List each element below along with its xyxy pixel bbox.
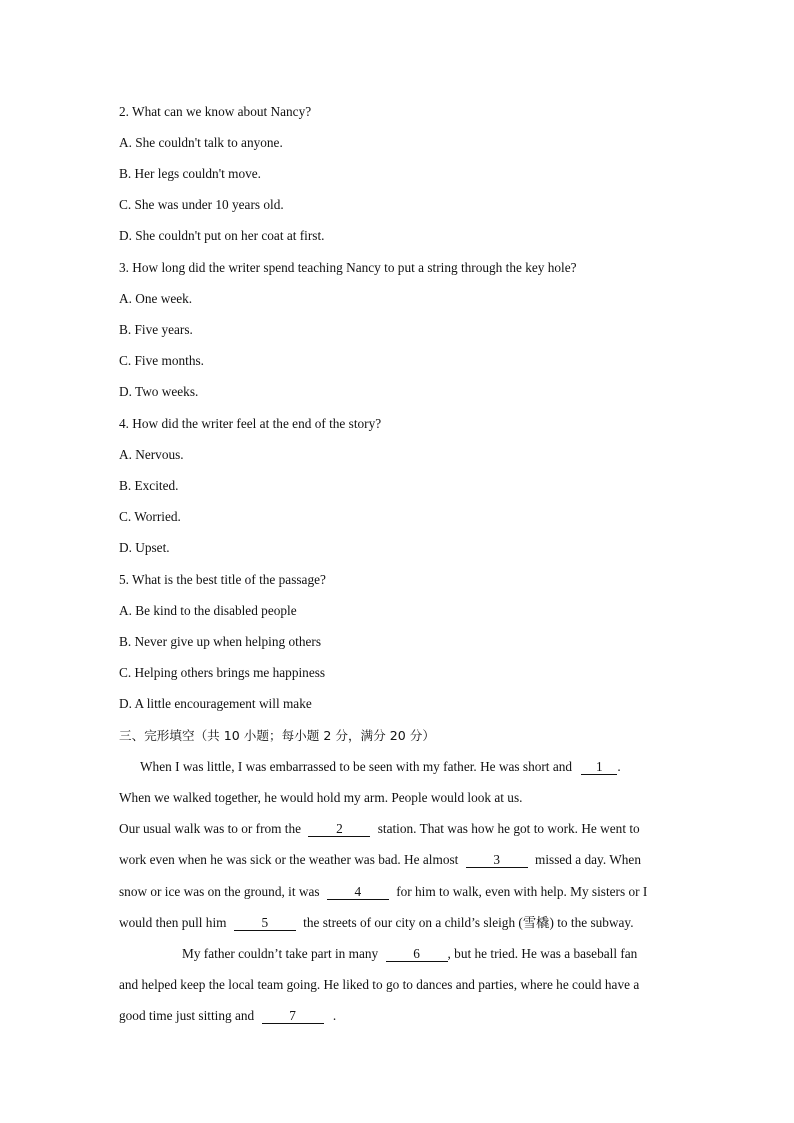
passage-line-4 [119,852,641,868]
passage-text: . [332,1008,337,1023]
passage-text: When I was little, I was embarrassed to be seen with my father. He was short and [140,759,573,774]
q3-option-b: B. Five years. [119,322,193,337]
section-heading: 三、完形填空（共 10 小题；每小题 2 分，满分 20 分） [119,728,435,743]
q3-option-a: A. One week. [119,291,193,306]
q5-option-d: D. A little encouragement will make [119,696,312,711]
passage-line-3 [119,821,640,837]
passage-line-8: and helped keep the local team going. He liked to go to dances and parties, where he could have a [119,977,640,992]
q4-option-b: B. Excited. [119,478,179,493]
question-2: 2. What can we know about Nancy? [119,104,312,119]
blank-1[interactable]: 1 [581,759,617,775]
question-4: 4. How did the writer feel at the end of the story? [119,416,382,431]
passage-text: station. That was how he got to work. He went to [377,821,640,836]
passage-text: would then pull him [119,915,227,930]
q4-option-a: A. Nervous. [119,447,184,462]
q2-option-d: D. She couldn't put on her coat at first. [119,228,325,243]
q5-option-b: B. Never give up when helping others [119,634,321,649]
passage-text: for him to walk, even with help. My sisters or I [396,884,648,899]
q2-option-c: C. She was under 10 years old. [119,197,284,212]
question-5: 5. What is the best title of the passage? [119,572,326,587]
q3-option-d: D. Two weeks. [119,384,199,399]
passage-text: My father couldn’t take part in many [182,946,379,961]
q3-option-c: C. Five months. [119,353,204,368]
passage-line-6 [119,915,634,931]
blank-3[interactable]: 3 [466,852,528,868]
passage-line-1 [140,759,621,775]
q4-option-c: C. Worried. [119,509,181,524]
q4-option-d: D. Upset. [119,540,170,555]
passage-text: good time just sitting and [119,1008,255,1023]
blank-7[interactable]: 7 [262,1008,324,1024]
passage-line-2: When we walked together, he would hold my arm. People would look at us. [119,790,523,805]
blank-5[interactable]: 5 [234,915,296,931]
question-3: 3. How long did the writer spend teaching Nancy to put a string through the key hole? [119,260,577,275]
blank-6[interactable]: 6 [386,946,448,962]
passage-text: , but he tried. He was a baseball fan [447,946,638,961]
blank-2[interactable]: 2 [308,821,370,837]
passage-text: . [617,759,621,774]
passage-text: Our usual walk was to or from the [119,821,302,836]
passage-text: missed a day. When [535,852,641,867]
passage-text: the streets of our city on a child’s sleigh (雪橇) to the subway. [303,915,634,930]
q2-option-a: A. She couldn't talk to anyone. [119,135,283,150]
q2-option-b: B. Her legs couldn't move. [119,166,261,181]
passage-text: work even when he was sick or the weather was bad. He almost [119,852,459,867]
blank-4[interactable]: 4 [327,884,389,900]
passage-line-7 [182,946,637,962]
passage-line-5 [119,884,647,900]
q5-option-c: C. Helping others brings me happiness [119,665,326,680]
passage-line-9 [119,1008,336,1024]
q5-option-a: A. Be kind to the disabled people [119,603,297,618]
passage-text: snow or ice was on the ground, it was [119,884,320,899]
